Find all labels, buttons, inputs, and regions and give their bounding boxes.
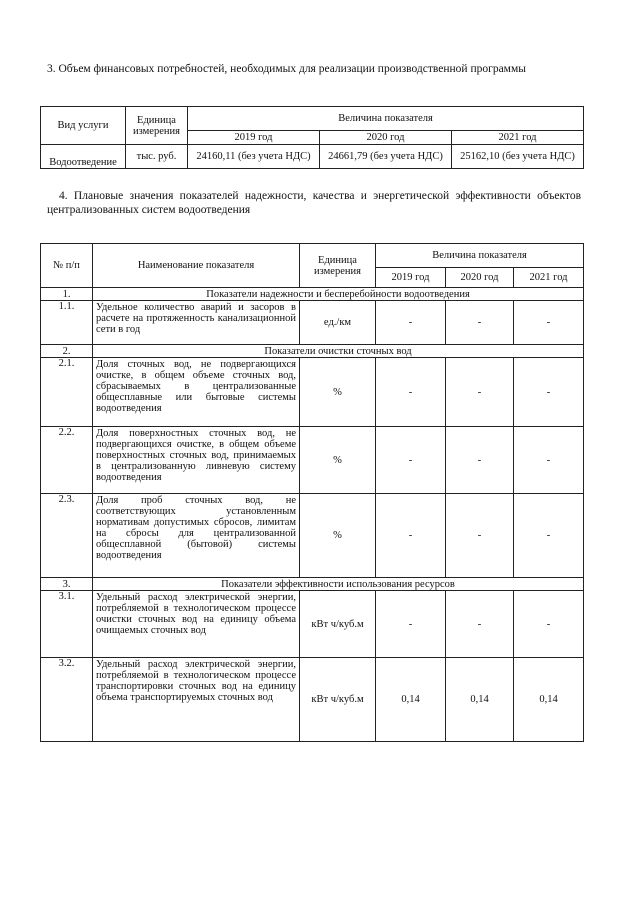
row-value: - bbox=[376, 427, 446, 494]
row-value: - bbox=[514, 301, 584, 345]
row-name: Доля проб сточных вод, не соответствующих установленным нормативам допустимых сбросов, лимитам на сбросы для централизованной общесплавной (бытовой) системы водоотведения bbox=[93, 494, 300, 578]
header-year: 2020 год bbox=[446, 268, 514, 288]
row-name: Удельный расход электрической энергии, потребляемой в технологическом процессе очистки сточных вод на единицу объема очищаемых сточных вод bbox=[93, 591, 300, 658]
row-value: - bbox=[446, 301, 514, 345]
header-year: 2019 год bbox=[188, 131, 320, 145]
section-title: Показатели очистки сточных вод bbox=[93, 345, 584, 358]
row-value: 0,14 bbox=[514, 658, 584, 742]
row-value: 0,14 bbox=[376, 658, 446, 742]
header-name: Наименование показателя bbox=[93, 244, 300, 288]
row-unit: ед./км bbox=[300, 301, 376, 345]
header-value: Величина показателя bbox=[188, 107, 584, 131]
row-num: 3.2. bbox=[41, 658, 93, 742]
section-num: 2. bbox=[41, 345, 93, 358]
header-year: 2021 год bbox=[452, 131, 584, 145]
row-value: - bbox=[376, 494, 446, 578]
cell-value: 24160,11 (без учета НДС) bbox=[188, 145, 320, 169]
row-name: Доля сточных вод, не подвергающихся очистке, в общем объеме сточных вод, сбрасываемых в централизованные общесплавные или бытовые системы водоотведения bbox=[93, 358, 300, 427]
cell-value: 24661,79 (без учета НДС) bbox=[320, 145, 452, 169]
row-num: 2.2. bbox=[41, 427, 93, 494]
row-name: Удельный расход электрической энергии, потребляемой в технологическом процессе транспортировки сточных вод на единицу объема транспортируемых сточных вод bbox=[93, 658, 300, 742]
section-4-heading: 4. Плановые значения показателей надежности, качества и энергетической эффективности объектов централизованных систем водоотведения bbox=[47, 190, 581, 216]
row-value: - bbox=[376, 591, 446, 658]
row-value: - bbox=[446, 427, 514, 494]
financial-needs-table bbox=[40, 106, 584, 169]
section-title: Показатели эффективности использования ресурсов bbox=[93, 578, 584, 591]
header-year: 2021 год bbox=[514, 268, 584, 288]
section-num: 1. bbox=[41, 288, 93, 301]
row-value: 0,14 bbox=[446, 658, 514, 742]
row-unit: кВт ч/куб.м bbox=[300, 591, 376, 658]
header-service: Вид услуги bbox=[41, 107, 126, 145]
indicators-table bbox=[40, 243, 584, 742]
row-name: Доля поверхностных сточных вод, не подвергающихся очистке, в общем объеме поверхностных сточных вод, принимаемых в централизованную ливневую систему водоотведения bbox=[93, 427, 300, 494]
row-value: - bbox=[446, 591, 514, 658]
row-value: - bbox=[514, 358, 584, 427]
row-value: - bbox=[446, 494, 514, 578]
header-value: Величина показателя bbox=[376, 244, 584, 268]
row-value: - bbox=[376, 358, 446, 427]
cell-value: 25162,10 (без учета НДС) bbox=[452, 145, 584, 169]
header-num: № п/п bbox=[41, 244, 93, 288]
row-num: 1.1. bbox=[41, 301, 93, 345]
row-value: - bbox=[514, 591, 584, 658]
header-unit: Единица измерения bbox=[300, 244, 376, 288]
section-3-heading: 3. Объем финансовых потребностей, необходимых для реализации производственной программы bbox=[47, 63, 526, 75]
row-unit: кВт ч/куб.м bbox=[300, 658, 376, 742]
section-title: Показатели надежности и бесперебойности водоотведения bbox=[93, 288, 584, 301]
header-year: 2019 год bbox=[376, 268, 446, 288]
cell-service: Водоотведение bbox=[41, 145, 126, 169]
row-name: Удельное количество аварий и засоров в расчете на протяженность канализационной сети в год bbox=[93, 301, 300, 345]
section-num: 3. bbox=[41, 578, 93, 591]
row-unit: % bbox=[300, 358, 376, 427]
cell-unit: тыс. руб. bbox=[126, 145, 188, 169]
row-value: - bbox=[446, 358, 514, 427]
row-num: 2.3. bbox=[41, 494, 93, 578]
row-value: - bbox=[376, 301, 446, 345]
row-unit: % bbox=[300, 427, 376, 494]
row-unit: % bbox=[300, 494, 376, 578]
row-num: 2.1. bbox=[41, 358, 93, 427]
header-year: 2020 год bbox=[320, 131, 452, 145]
row-num: 3.1. bbox=[41, 591, 93, 658]
row-value: - bbox=[514, 494, 584, 578]
row-value: - bbox=[514, 427, 584, 494]
header-unit: Единица измерения bbox=[126, 107, 188, 145]
